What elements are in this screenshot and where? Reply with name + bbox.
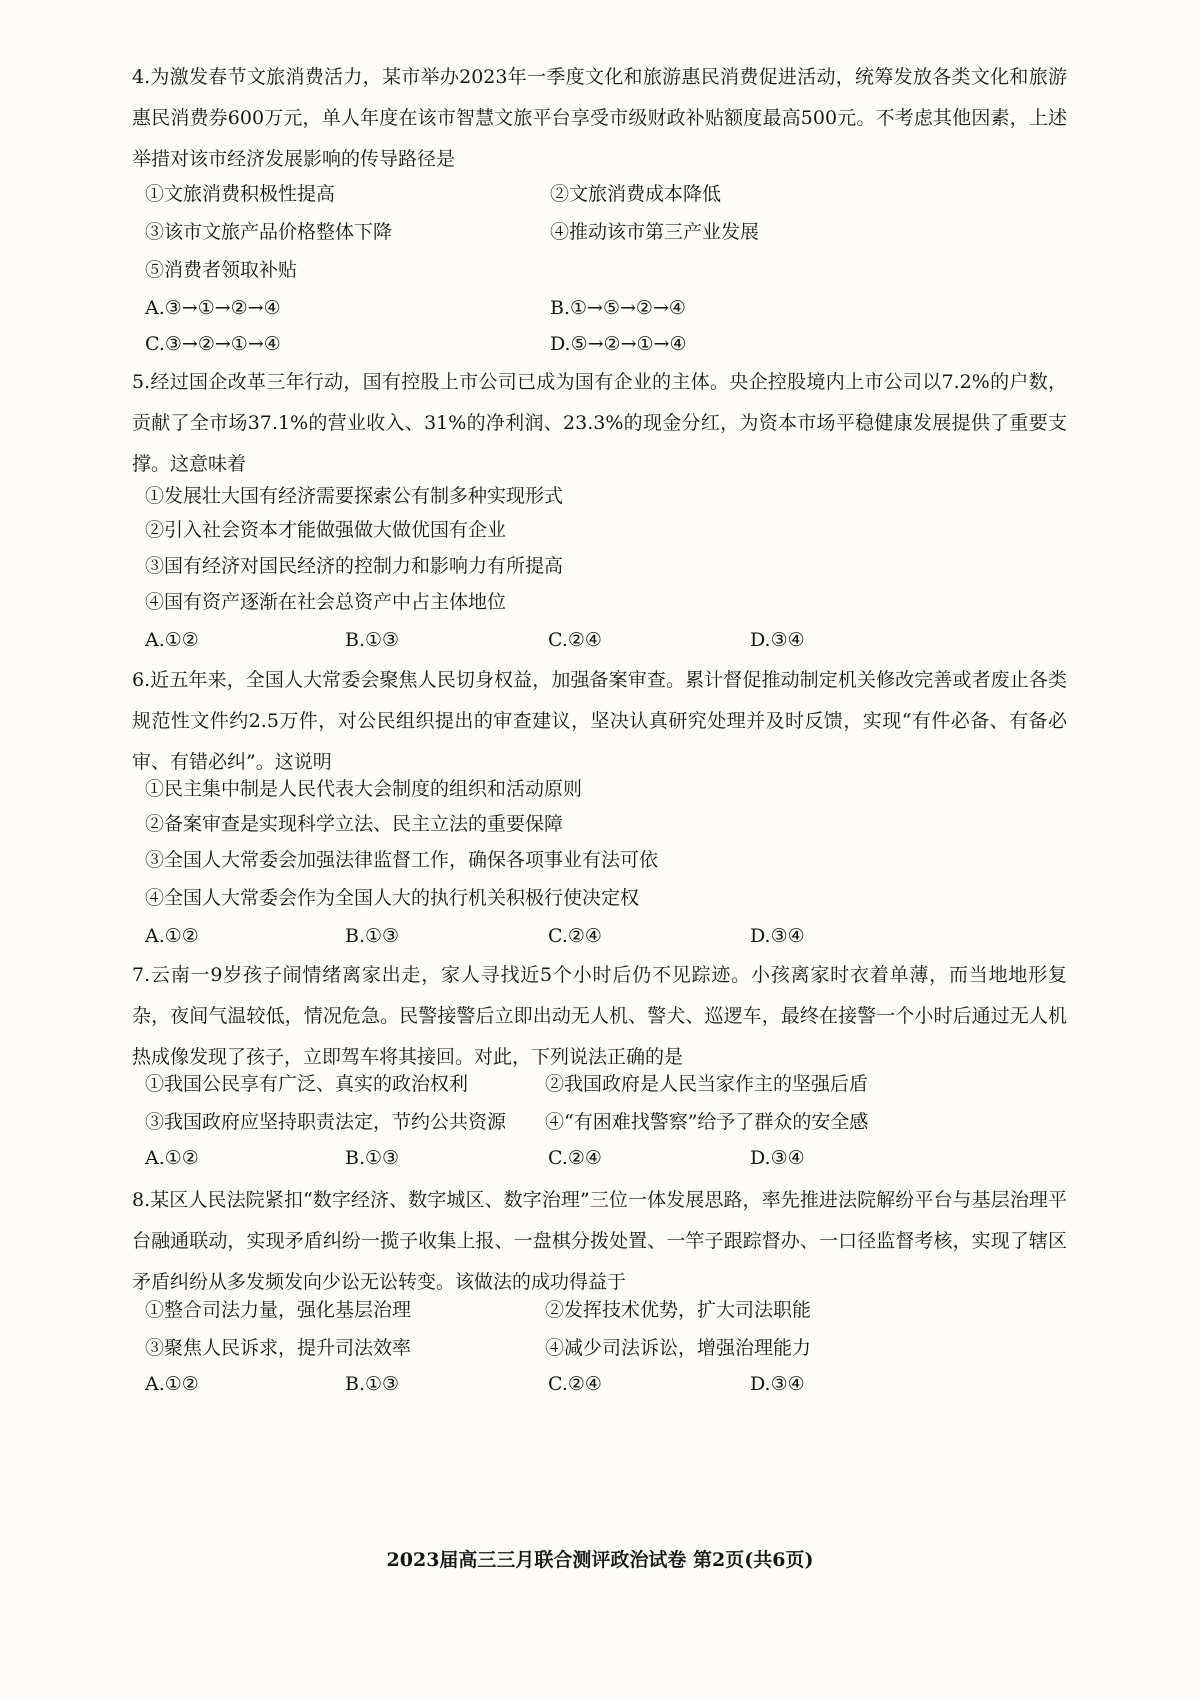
answer-c: C.②④ — [548, 1147, 602, 1169]
answer-b: B.①③ — [345, 629, 400, 651]
option-3: ③国有经济对国民经济的控制力和影响力有所提高 — [145, 555, 564, 577]
answer-c: C.②④ — [548, 925, 602, 947]
question-stem: 4.为激发春节文旅消费活力，某市举办2023年一季度文化和旅游惠民消费促进活动，统筹发放各类文化和旅游惠民消费券600万元，单人年度在该市智慧文旅平台享受市级财政补贴额度最高500元。不考虑其他因素，上述举措对该市经济发展影响的传导路径是 — [132, 66, 1067, 170]
question-stem: 6.近五年来，全国人大常委会聚焦人民切身权益，加强备案审查。累计督促推动制定机关修改完善或者废止各类规范性文件约2.5万件，对公民组织提出的审查建议，坚决认真研究处理并及时反馈，实现“有件必备、有备必审、有错必纠”。这说明 — [132, 669, 1067, 773]
option-2: ②备案审查是实现科学立法、民主立法的重要保障 — [145, 813, 564, 835]
answer-a: A.①② — [145, 925, 199, 947]
answer-c: C.②④ — [548, 1373, 602, 1395]
option-2: ②文旅消费成本降低 — [550, 183, 722, 205]
question-stem: 5.经过国企改革三年行动，国有控股上市公司已成为国有企业的主体。央企控股境内上市公司以7.2%的户数，贡献了全市场37.1%的营业收入、31%的净利润、23.3%的现金分红，为资本市场平稳健康发展提供了重要支撑。这意味着 — [132, 371, 1067, 475]
answer-d: D.③④ — [750, 1147, 805, 1169]
option-4: ④减少司法诉讼，增强治理能力 — [545, 1337, 812, 1359]
option-2: ②引入社会资本才能做强做大做优国有企业 — [145, 519, 507, 541]
option-4: ④“有困难找警察”给予了群众的安全感 — [545, 1111, 869, 1133]
answer-c: C.③→②→①→④ — [145, 333, 281, 355]
answer-a: A.①② — [145, 629, 199, 651]
page-footer: 2023届高三三月联合测评政治试卷 第2页(共6页) — [386, 1549, 814, 1571]
option-5: ⑤消费者领取补贴 — [145, 259, 298, 281]
answer-d: D.③④ — [750, 1373, 805, 1395]
option-1: ①民主集中制是人民代表大会制度的组织和活动原则 — [145, 778, 583, 800]
answer-b: B.①③ — [345, 925, 400, 947]
answer-d: D.③④ — [750, 925, 805, 947]
question-stem: 7.云南一9岁孩子闹情绪离家出走，家人寻找近5个小时后仍不见踪迹。小孩离家时衣着单薄，而当地地形复杂，夜间气温较低，情况危急。民警接警后立即出动无人机、警犬、巡逻车，最终在接警一个小时后通过无人机热成像发现了孩子，立即驾车将其接回。对此，下列说法正确的是 — [132, 964, 1067, 1068]
option-4: ④国有资产逐渐在社会总资产中占主体地位 — [145, 591, 507, 613]
answer-a: A.①② — [145, 1147, 199, 1169]
option-3: ③我国政府应坚持职责法定，节约公共资源 — [145, 1111, 507, 1133]
answer-c: C.②④ — [548, 629, 602, 651]
question-stem: 8.某区人民法院紧扣“数字经济、数字城区、数字治理”三位一体发展思路，率先推进法院解纷平台与基层治理平台融通联动，实现矛盾纠纷一揽子收集上报、一盘棋分拨处置、一竿子跟踪督办、一口径监督考核，实现了辖区矛盾纠纷从多发频发向少讼无讼转变。该做法的成功得益于 — [132, 1189, 1067, 1293]
answer-d: D.③④ — [750, 629, 805, 651]
option-2: ②我国政府是人民当家作主的坚强后盾 — [545, 1073, 869, 1095]
option-1: ①文旅消费积极性提高 — [145, 183, 336, 205]
option-1: ①整合司法力量，强化基层治理 — [145, 1299, 412, 1321]
option-2: ②发挥技术优势，扩大司法职能 — [545, 1299, 812, 1321]
option-3: ③全国人大常委会加强法律监督工作，确保各项事业有法可依 — [145, 849, 659, 871]
answer-d: D.⑤→②→①→④ — [550, 333, 687, 355]
option-4: ④全国人大常委会作为全国人大的执行机关积极行使决定权 — [145, 887, 640, 909]
option-4: ④推动该市第三产业发展 — [550, 221, 760, 243]
answer-a: A.①② — [145, 1373, 199, 1395]
answer-b: B.①③ — [345, 1373, 400, 1395]
option-3: ③该市文旅产品价格整体下降 — [145, 221, 393, 243]
option-1: ①发展壮大国有经济需要探索公有制多种实现形式 — [145, 485, 564, 507]
answer-b: B.①③ — [345, 1147, 400, 1169]
option-3: ③聚焦人民诉求，提升司法效率 — [145, 1337, 412, 1359]
answer-a: A.③→①→②→④ — [145, 297, 281, 319]
answer-b: B.①→⑤→②→④ — [550, 297, 686, 319]
option-1: ①我国公民享有广泛、真实的政治权利 — [145, 1073, 469, 1095]
